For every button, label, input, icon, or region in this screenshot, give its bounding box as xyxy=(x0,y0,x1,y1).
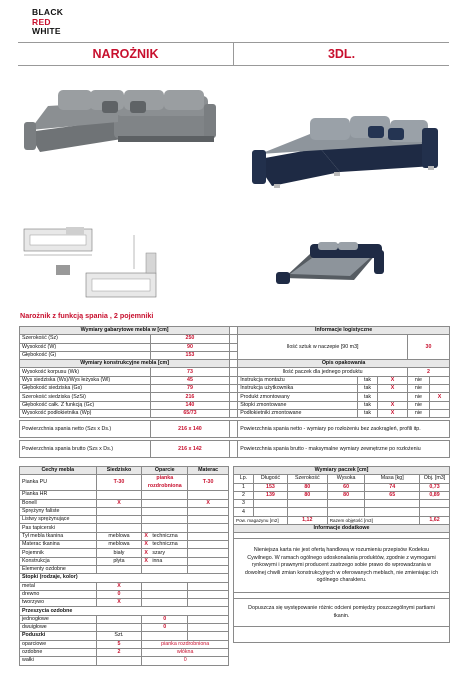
poduszki-label: wałki xyxy=(20,657,97,665)
poduszki-qty: 2 xyxy=(96,648,142,656)
package-masa: 74 xyxy=(365,483,420,491)
pack-label: Instrukcja montażu xyxy=(238,376,358,384)
extra-header: Informacje dodatkowe xyxy=(234,525,450,533)
feature-option: biały xyxy=(96,549,142,557)
pack-nie: nie xyxy=(407,376,429,384)
pack-mark: X xyxy=(378,401,408,409)
feature-value: pianka rozdrobniona xyxy=(142,475,188,491)
sleep-netto-desc: Powierzchnia spania netto - wymiary po rozłożeniu bez zaokrągleń, profili itp. xyxy=(238,421,450,438)
spec-value: 90 xyxy=(150,343,230,351)
poduszki-desc: włókna xyxy=(142,648,229,656)
log-header: Informacje logistyczne xyxy=(238,327,450,335)
features-table xyxy=(19,466,229,666)
pow-label: Pow. magazynu [m2] xyxy=(234,516,288,524)
product-model: 3DL. xyxy=(233,43,449,65)
pack-tak: tak xyxy=(358,409,378,417)
pack-mark xyxy=(378,393,408,401)
log-count-label: Ilość sztuk w naczepie [90 m3] xyxy=(238,335,408,360)
spec-label: Wysokość korpusu (Wk) xyxy=(20,368,151,376)
spec-value: 45 xyxy=(150,376,230,384)
feature-option xyxy=(142,557,188,565)
spec-value: 153 xyxy=(150,351,230,359)
sleep-netto-value: 216 x 140 xyxy=(150,421,230,438)
spec-label: Wysokość (W) xyxy=(20,343,151,351)
przeszycia-value: 0 xyxy=(142,615,188,623)
poduszki-header: Poduszki xyxy=(20,632,97,640)
pack-mark: X xyxy=(378,409,408,417)
package-wy: 80 xyxy=(327,491,365,499)
poduszki-desc: pianka rozdrobniona xyxy=(142,640,229,648)
features-header: Oparcie xyxy=(142,467,188,475)
pack-mark: X xyxy=(378,376,408,384)
przeszycia-label: jednogłowe xyxy=(20,615,97,623)
product-type: NAROŻNIK xyxy=(92,47,159,61)
packages-col: Wysoka xyxy=(327,475,365,483)
brand-line-1: BLACK xyxy=(32,7,64,17)
features-header: Cechy mebla xyxy=(20,467,97,475)
feature-mark: X xyxy=(144,541,148,548)
pack-extra xyxy=(429,385,449,393)
log-count-value: 30 xyxy=(407,335,449,360)
feature-option-b: techniczna xyxy=(152,532,178,539)
package-wy: 60 xyxy=(327,483,365,491)
product-subtitle: Narożnik z funkcją spania , 2 pojemniki xyxy=(20,311,154,320)
stopki-value: X xyxy=(96,599,142,607)
sleep-brutto-desc: Powierzchnia spania brutto - maksymalne wymiary zewnętrzne po rozłożeniu xyxy=(238,441,450,458)
pack-mark: X xyxy=(378,385,408,393)
pack-tak: tak xyxy=(358,376,378,384)
packages-col: Masa [kg] xyxy=(365,475,420,483)
feature-mark: X xyxy=(144,532,148,539)
feature-value: T-30 xyxy=(188,475,229,491)
feature-label: Konstrukcja xyxy=(20,557,97,565)
package-lp: 4 xyxy=(234,508,254,516)
stopki-label: drewno xyxy=(20,590,97,598)
spec-label: Głębokość (G) xyxy=(20,351,151,359)
package-obj: 0,73 xyxy=(420,483,450,491)
pack-nie: nie xyxy=(407,393,429,401)
feature-option-b: techniczna xyxy=(152,541,178,548)
feature-label: Tył mebla tkanina xyxy=(20,532,97,540)
extra-p1: Nieniejsza karta nie jest ofertą handlową w rozumieniu przepisów Kodeksu Cywilnego. W ramach ogólnego udoskonalania produktów, zgodnie z wymogami rynkowymi i prawnymi producent zastrzego sobie prawo do wprowadzania w dowolnej chwili zmian konstrukcyjnych w oferowanych meblach, nie zmieniając ich ogólnego charakteru. xyxy=(234,539,450,593)
poduszki-szt: Szt. xyxy=(96,632,142,640)
spec-label: Wys siedziska (Ws)/Wys łeżyska (Wl) xyxy=(20,376,151,384)
package-lp: 3 xyxy=(234,500,254,508)
poduszki-label: oparciowe xyxy=(20,640,97,648)
pack-tak: tak xyxy=(358,385,378,393)
feature-label: Materac tkanina xyxy=(20,541,97,549)
feature-option: meblowa xyxy=(96,532,142,540)
title-row xyxy=(18,42,449,66)
pack-tak: tak xyxy=(358,393,378,401)
feature-option xyxy=(142,532,188,540)
pack-parcels-label: Ilość paczek dla jednego produktu xyxy=(238,368,408,376)
feature-value: X xyxy=(96,499,142,507)
sleep-netto-label: Powierzchnia spania netto (Szs x Ds.) xyxy=(20,421,151,438)
stopki-label: metal xyxy=(20,582,97,590)
brand-line-3: WHITE xyxy=(32,26,61,36)
poduszki-label: ozdobne xyxy=(20,648,97,656)
package-lp: 2 xyxy=(234,491,254,499)
feature-option-b: szary xyxy=(152,549,165,556)
pack-header: Opis opakowania xyxy=(238,360,450,368)
packages-col: Szerokość xyxy=(287,475,327,483)
feature-label: Pianka PU xyxy=(20,475,97,491)
pack-extra: X xyxy=(429,393,449,401)
feature-value: X xyxy=(188,499,229,507)
raz-value: 1,62 xyxy=(420,516,450,524)
feature-label: Pianka HR xyxy=(20,491,97,499)
sofa-bed-open-photo xyxy=(270,240,388,290)
package-obj: 0,89 xyxy=(420,491,450,499)
pack-extra xyxy=(429,401,449,409)
przeszycia-value: 0 xyxy=(142,624,188,632)
feature-option xyxy=(142,541,188,549)
pack-nie: nie xyxy=(407,409,429,417)
package-sz: 80 xyxy=(287,491,327,499)
pack-label: Instrukcja użytkownika xyxy=(238,385,358,393)
brand-logo xyxy=(32,8,63,37)
spec-value: 250 xyxy=(150,335,230,343)
package-dl: 153 xyxy=(253,483,287,491)
features-header: Siedzisko xyxy=(96,467,142,475)
feature-option-b: inna xyxy=(152,557,163,564)
features-header: Materac xyxy=(188,467,229,475)
przeszycia-label: dwuigłowe xyxy=(20,624,97,632)
kon-header: Wymiary konstrukcyjne mebla [cm] xyxy=(20,360,230,368)
stopki-label: tworzywo xyxy=(20,599,97,607)
feature-label: Elementy ozdobne xyxy=(20,565,97,573)
package-sz: 80 xyxy=(287,483,327,491)
packages-table xyxy=(233,466,450,643)
spec-label: Szerokość siedziska (SzSi) xyxy=(20,393,151,401)
pack-extra xyxy=(429,376,449,384)
extra-p2: Dopuszcza się występowanie różnic odcieni pomiędzy poszczególnymi partiami tkanin. xyxy=(234,599,450,627)
poduszki-desc: 0 xyxy=(142,657,229,665)
pack-tak: tak xyxy=(358,401,378,409)
sofa-gray-photo xyxy=(18,76,218,156)
przeszycia-header: Przeszycia ozdobne xyxy=(20,607,229,615)
sleep-brutto-value: 216 x 142 xyxy=(150,441,230,458)
pack-label: Produkt zmontowany xyxy=(238,393,358,401)
spec-value: 216 xyxy=(150,393,230,401)
pack-label: Podłokietniki zmontowane xyxy=(238,409,358,417)
feature-label: Pas tapicerski xyxy=(20,524,97,532)
spec-value: 73 xyxy=(150,368,230,376)
feature-option: płyta xyxy=(96,557,142,565)
spec-value: 140 xyxy=(150,401,230,409)
feature-mark: X xyxy=(144,549,148,556)
pack-label: Stopki zmontowane xyxy=(238,401,358,409)
stopki-header: Stopki (rodzaje, kolor) xyxy=(20,574,229,582)
spec-label: Wysokość podłokietnika (Wp) xyxy=(20,409,151,417)
feature-label: Listwy sprężynujące xyxy=(20,516,97,524)
pack-extra xyxy=(429,409,449,417)
pack-nie: nie xyxy=(407,385,429,393)
brand-line-2: RED xyxy=(32,16,51,27)
gab-header: Wymiary gabarytowe mebla w [cm] xyxy=(20,327,230,335)
sleep-brutto-label: Powierzchnia spania brutto (Szs x Ds.) xyxy=(20,441,151,458)
feature-label: Bonell xyxy=(20,499,97,507)
pow-value: 1,12 xyxy=(287,516,327,524)
feature-option xyxy=(142,549,188,557)
spec-table xyxy=(19,326,450,458)
package-lp: 1 xyxy=(234,483,254,491)
dimension-drawing xyxy=(20,225,160,305)
feature-option: meblowa xyxy=(96,541,142,549)
poduszki-qty: 5 xyxy=(96,640,142,648)
feature-mark: X xyxy=(144,557,148,564)
packages-col: Długość xyxy=(253,475,287,483)
packages-col: Obj. [m3] xyxy=(420,475,450,483)
packages-header: Wymiary paczek [cm] xyxy=(234,467,450,475)
feature-label: Sprężyny faliste xyxy=(20,507,97,515)
sofa-navy-photo xyxy=(250,108,445,190)
packages-col: Lp. xyxy=(234,475,254,483)
package-masa: 65 xyxy=(365,491,420,499)
pack-nie: nie xyxy=(407,401,429,409)
raz-label: Razem objętość [m3] xyxy=(327,516,419,524)
spec-value: 65/73 xyxy=(150,409,230,417)
pack-parcels-value: 2 xyxy=(407,368,449,376)
spec-label: Głębokość całk. Z funkcją (Gc) xyxy=(20,401,151,409)
stopki-value: X xyxy=(96,582,142,590)
spec-value: 79 xyxy=(150,385,230,393)
stopki-value: 0 xyxy=(96,590,142,598)
package-dl: 139 xyxy=(253,491,287,499)
spec-label: Głębokość siedziska (Gs) xyxy=(20,385,151,393)
feature-value: T-30 xyxy=(96,475,142,491)
feature-label: Pojemnik xyxy=(20,549,97,557)
spec-label: Szerokość (Sz) xyxy=(20,335,151,343)
poduszki-qty xyxy=(96,657,142,665)
